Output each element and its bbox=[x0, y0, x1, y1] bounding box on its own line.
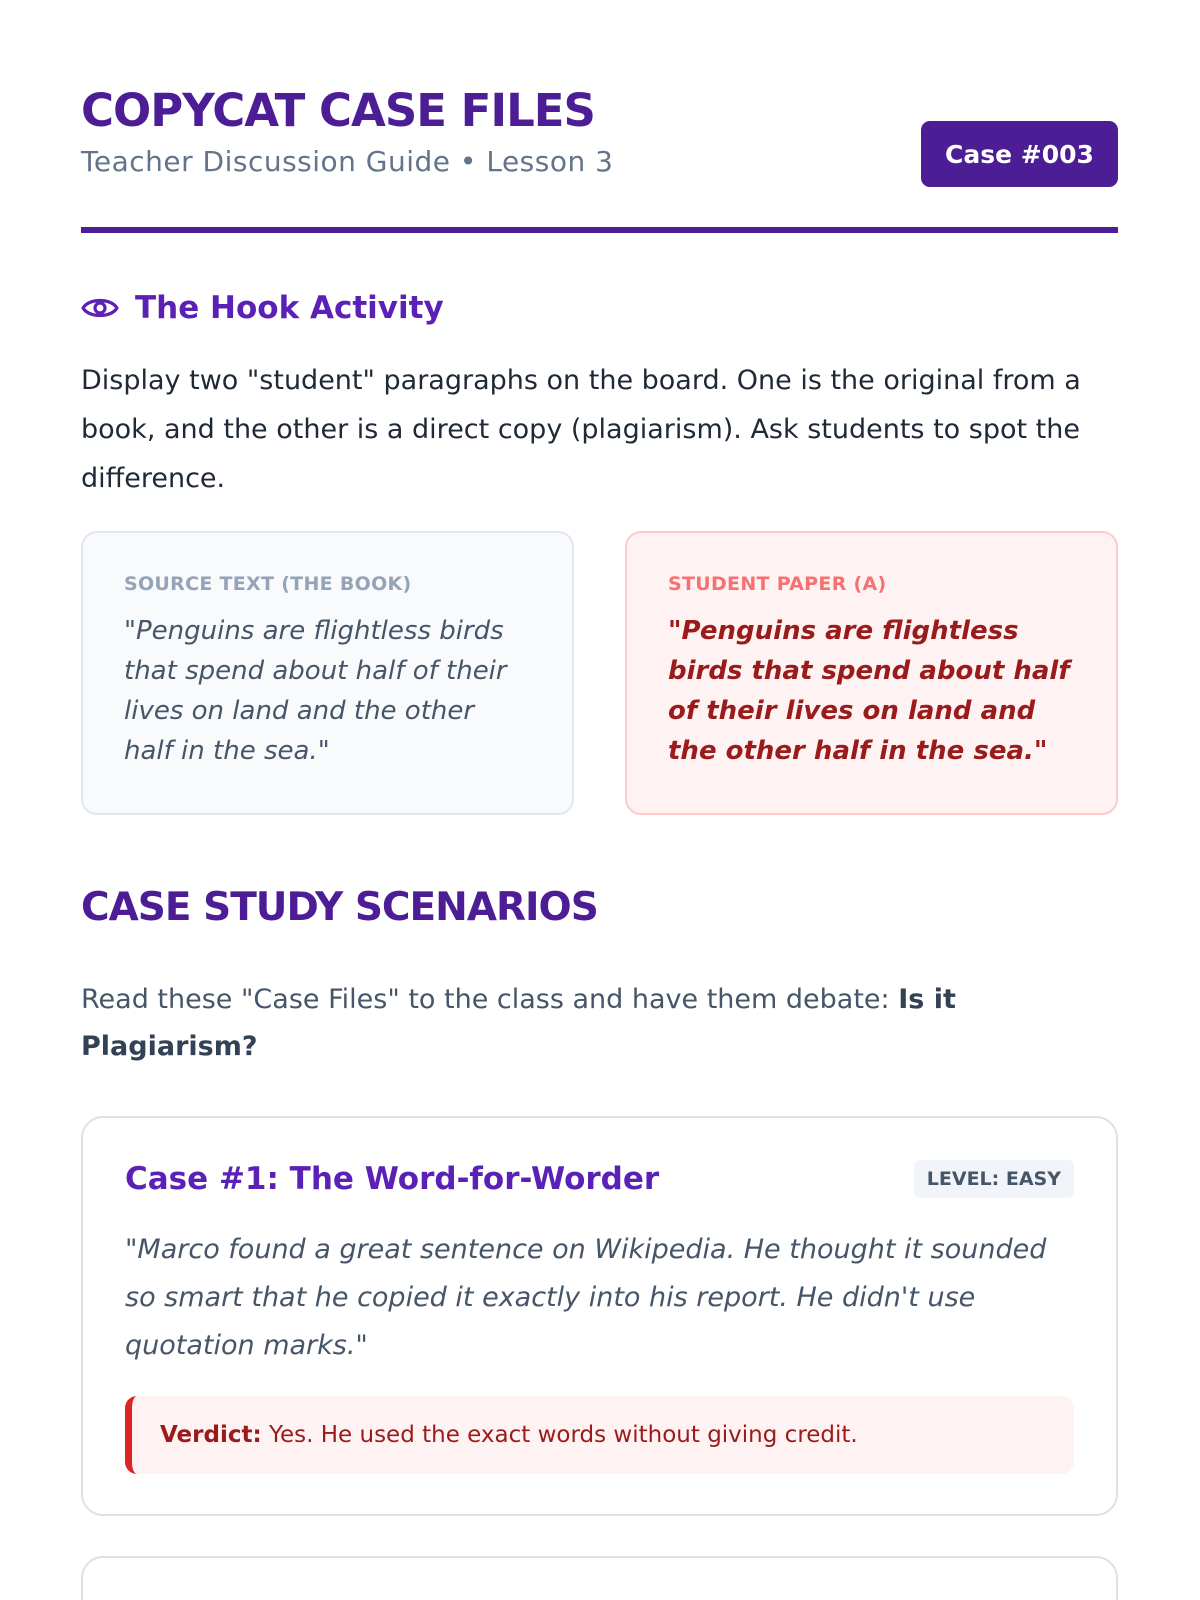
case-quote: "Marco found a great sentence on Wikipedia. He thought it sounded so smart that he copied it exactly into his report. He didn't use quotation marks." bbox=[125, 1234, 1047, 1361]
verdict-box bbox=[125, 1396, 1074, 1474]
student-paper-box bbox=[625, 531, 1118, 815]
student-paper-label: STUDENT PAPER (A) bbox=[668, 573, 887, 595]
hook-description: Display two "student" paragraphs on the board. One is the original from a book, and the other is a direct copy (plagiarism). Ask students to spot the difference. bbox=[81, 365, 1081, 494]
page-subtitle: Teacher Discussion Guide • Lesson 3 bbox=[81, 145, 614, 178]
case-title: Case #1: The Word-for-Worder bbox=[125, 1161, 660, 1197]
comparison-boxes bbox=[81, 531, 1118, 815]
case-card bbox=[81, 1116, 1118, 1516]
scenarios-intro-text: Read these "Case Files" to the class and have them debate: bbox=[81, 984, 899, 1015]
eye-icon bbox=[81, 294, 119, 322]
scenarios-section bbox=[81, 885, 1118, 1600]
scenarios-title: CASE STUDY SCENARIOS bbox=[81, 885, 598, 930]
page-header bbox=[81, 0, 1118, 233]
source-text-quote: "Penguins are flightless birds that spend about half of their lives on land and the other half in the sea." bbox=[124, 616, 507, 766]
source-text-label: SOURCE TEXT (THE BOOK) bbox=[124, 573, 412, 595]
hook-section bbox=[81, 290, 1118, 815]
source-text-box bbox=[81, 531, 574, 815]
scenarios-intro-question: Is it Plagiarism? bbox=[81, 984, 956, 1062]
page-title: COPYCAT CASE FILES bbox=[81, 84, 595, 137]
case-number-badge: Case #003 bbox=[921, 121, 1118, 187]
verdict-label: Verdict: bbox=[160, 1422, 262, 1448]
level-badge: LEVEL: EASY bbox=[914, 1160, 1074, 1198]
case-card-next bbox=[81, 1556, 1118, 1600]
case-card-header bbox=[125, 1160, 1074, 1198]
student-paper-quote: "Penguins are flightless birds that spend about half of their lives on land and the other half in the sea." bbox=[668, 616, 1070, 766]
hook-title: The Hook Activity bbox=[135, 290, 444, 326]
verdict-text: Yes. He used the exact words without giving credit. bbox=[261, 1422, 858, 1448]
scenarios-intro bbox=[81, 976, 1118, 1070]
hook-heading bbox=[81, 290, 1118, 326]
